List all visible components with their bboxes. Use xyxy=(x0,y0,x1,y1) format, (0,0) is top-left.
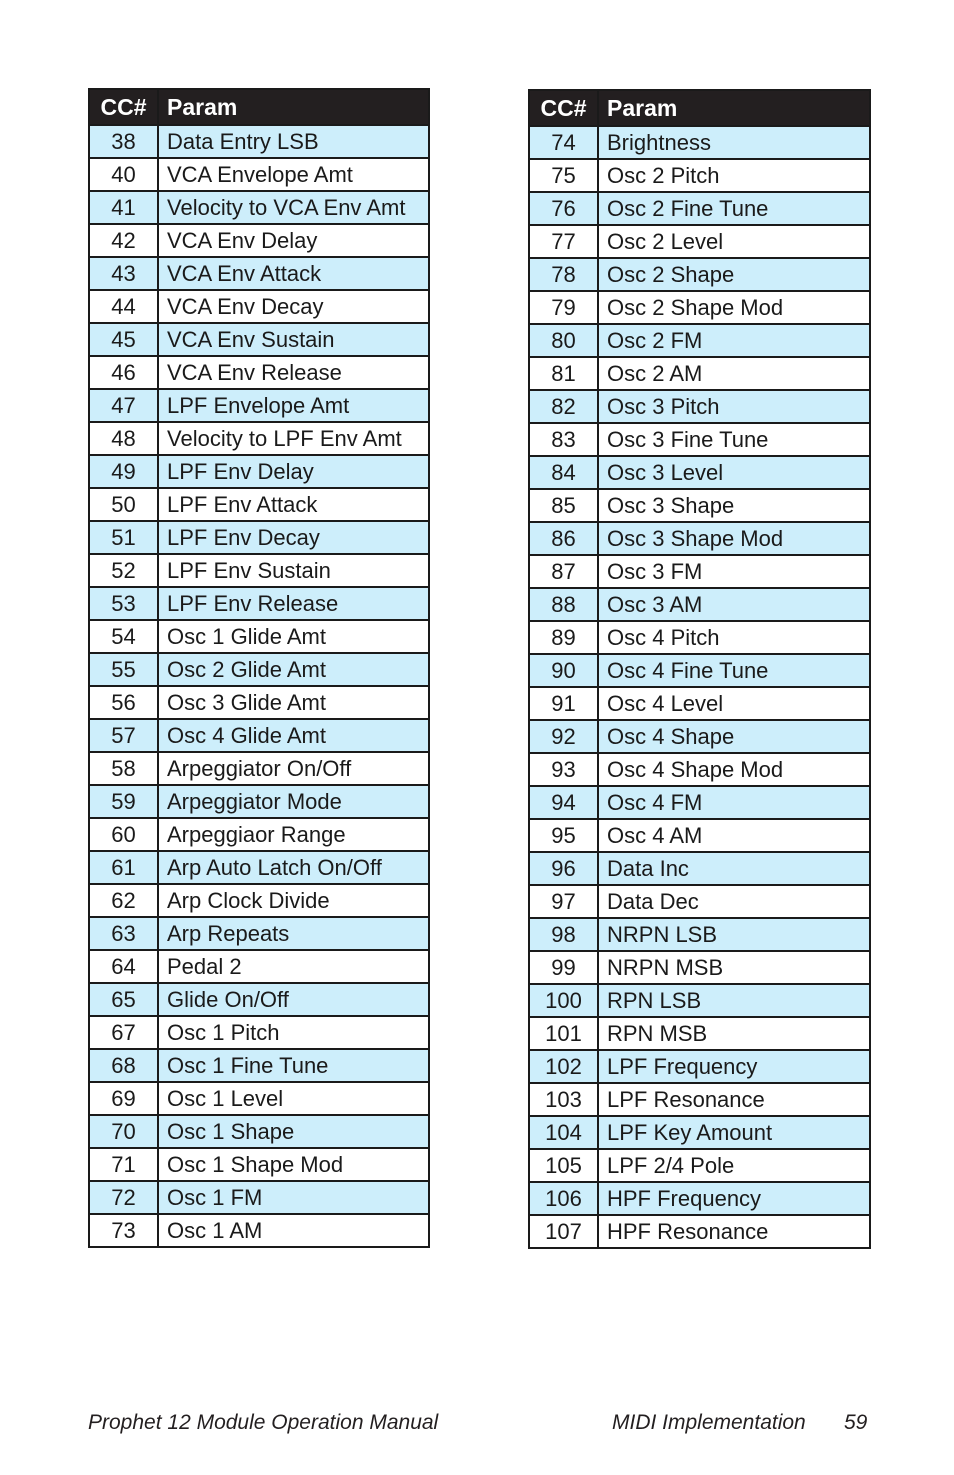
param-name-cell: Brightness xyxy=(598,126,870,159)
table-row xyxy=(89,752,429,785)
table-row xyxy=(529,753,870,786)
param-name-cell: Osc 4 Shape xyxy=(598,720,870,753)
table-row xyxy=(529,951,870,984)
cc-number-cell: 77 xyxy=(529,225,598,258)
param-name-cell: VCA Env Sustain xyxy=(158,323,429,356)
table-row xyxy=(529,456,870,489)
cc-table-left-body xyxy=(89,125,429,1247)
table-row xyxy=(529,258,870,291)
cc-number-cell: 79 xyxy=(529,291,598,324)
section-title: MIDI Implementation xyxy=(612,1411,806,1434)
param-name-cell: Osc 1 Glide Amt xyxy=(158,620,429,653)
param-name-cell: HPF Resonance xyxy=(598,1215,870,1248)
table-row xyxy=(529,1149,870,1182)
param-name-cell: Osc 4 Shape Mod xyxy=(598,753,870,786)
param-name-cell: Osc 1 FM xyxy=(158,1181,429,1214)
param-name-cell: Osc 2 FM xyxy=(598,324,870,357)
table-row xyxy=(529,126,870,159)
param-name-cell: RPN MSB xyxy=(598,1017,870,1050)
table-row xyxy=(89,587,429,620)
table-row xyxy=(529,522,870,555)
param-name-cell: LPF Env Decay xyxy=(158,521,429,554)
param-name-cell: Osc 2 Pitch xyxy=(598,159,870,192)
table-row xyxy=(89,422,429,455)
cc-number-cell: 81 xyxy=(529,357,598,390)
cc-number-cell: 97 xyxy=(529,885,598,918)
table-row xyxy=(529,159,870,192)
param-name-cell: Osc 2 Glide Amt xyxy=(158,653,429,686)
table-row xyxy=(529,1182,870,1215)
table-row xyxy=(89,884,429,917)
param-name-cell: Osc 3 FM xyxy=(598,555,870,588)
cc-number-cell: 103 xyxy=(529,1083,598,1116)
cc-number-cell: 69 xyxy=(89,1082,158,1115)
param-name-cell: VCA Env Attack xyxy=(158,257,429,290)
table-header-row xyxy=(89,89,429,125)
param-name-cell: Velocity to LPF Env Amt xyxy=(158,422,429,455)
cc-number-cell: 105 xyxy=(529,1149,598,1182)
table-row xyxy=(89,1016,429,1049)
cc-number-cell: 53 xyxy=(89,587,158,620)
header-cc: CC# xyxy=(89,89,158,125)
table-row xyxy=(89,455,429,488)
cc-number-cell: 94 xyxy=(529,786,598,819)
cc-number-cell: 85 xyxy=(529,489,598,522)
cc-number-cell: 61 xyxy=(89,851,158,884)
param-name-cell: Osc 2 Level xyxy=(598,225,870,258)
param-name-cell: Osc 4 FM xyxy=(598,786,870,819)
cc-number-cell: 45 xyxy=(89,323,158,356)
table-row xyxy=(529,720,870,753)
table-row xyxy=(529,654,870,687)
table-row xyxy=(89,785,429,818)
param-name-cell: Glide On/Off xyxy=(158,983,429,1016)
param-name-cell: Osc 2 Fine Tune xyxy=(598,192,870,225)
cc-number-cell: 65 xyxy=(89,983,158,1016)
cc-number-cell: 70 xyxy=(89,1115,158,1148)
table-row xyxy=(529,1050,870,1083)
param-name-cell: LPF Env Delay xyxy=(158,455,429,488)
table-row xyxy=(529,1215,870,1248)
table-row xyxy=(89,620,429,653)
param-name-cell: LPF Env Sustain xyxy=(158,554,429,587)
table-row xyxy=(89,950,429,983)
table-row xyxy=(529,291,870,324)
cc-number-cell: 60 xyxy=(89,818,158,851)
table-row xyxy=(529,786,870,819)
param-name-cell: Arp Repeats xyxy=(158,917,429,950)
param-name-cell: Osc 4 Fine Tune xyxy=(598,654,870,687)
cc-number-cell: 99 xyxy=(529,951,598,984)
param-name-cell: HPF Frequency xyxy=(598,1182,870,1215)
param-name-cell: NRPN LSB xyxy=(598,918,870,951)
table-row xyxy=(89,653,429,686)
table-row xyxy=(529,324,870,357)
param-name-cell: Osc 4 Level xyxy=(598,687,870,720)
cc-number-cell: 48 xyxy=(89,422,158,455)
cc-table-left xyxy=(88,88,430,1248)
cc-number-cell: 100 xyxy=(529,984,598,1017)
cc-number-cell: 43 xyxy=(89,257,158,290)
param-name-cell: LPF Env Attack xyxy=(158,488,429,521)
table-row xyxy=(89,917,429,950)
table-row xyxy=(529,984,870,1017)
cc-table-right-body xyxy=(529,126,870,1248)
param-name-cell: Osc 2 AM xyxy=(598,357,870,390)
header-param: Param xyxy=(158,89,429,125)
cc-number-cell: 80 xyxy=(529,324,598,357)
cc-number-cell: 47 xyxy=(89,389,158,422)
table-row xyxy=(89,1181,429,1214)
param-name-cell: NRPN MSB xyxy=(598,951,870,984)
header-cc: CC# xyxy=(529,90,598,126)
cc-number-cell: 104 xyxy=(529,1116,598,1149)
param-name-cell: LPF Env Release xyxy=(158,587,429,620)
table-row xyxy=(89,158,429,191)
table-row xyxy=(529,390,870,423)
cc-number-cell: 95 xyxy=(529,819,598,852)
table-row xyxy=(89,521,429,554)
cc-number-cell: 75 xyxy=(529,159,598,192)
table-row xyxy=(89,290,429,323)
param-name-cell: Osc 4 Pitch xyxy=(598,621,870,654)
param-name-cell: Osc 4 AM xyxy=(598,819,870,852)
param-name-cell: Osc 3 AM xyxy=(598,588,870,621)
manual-title: Prophet 12 Module Operation Manual xyxy=(88,1411,439,1434)
cc-number-cell: 98 xyxy=(529,918,598,951)
param-name-cell: Arpeggiaor Range xyxy=(158,818,429,851)
page-number: 59 xyxy=(844,1411,868,1434)
cc-number-cell: 59 xyxy=(89,785,158,818)
param-name-cell: LPF 2/4 Pole xyxy=(598,1149,870,1182)
param-name-cell: Velocity to VCA Env Amt xyxy=(158,191,429,224)
table-row xyxy=(529,918,870,951)
param-name-cell: Osc 3 Pitch xyxy=(598,390,870,423)
param-name-cell: Osc 3 Level xyxy=(598,456,870,489)
table-row xyxy=(529,225,870,258)
param-name-cell: Data Entry LSB xyxy=(158,125,429,158)
table-row xyxy=(529,357,870,390)
cc-number-cell: 74 xyxy=(529,126,598,159)
param-name-cell: Osc 3 Fine Tune xyxy=(598,423,870,456)
table-row xyxy=(89,983,429,1016)
table-row xyxy=(89,356,429,389)
cc-number-cell: 76 xyxy=(529,192,598,225)
table-row xyxy=(89,224,429,257)
cc-number-cell: 90 xyxy=(529,654,598,687)
table-row xyxy=(529,423,870,456)
table-row xyxy=(529,1017,870,1050)
cc-number-cell: 102 xyxy=(529,1050,598,1083)
cc-number-cell: 73 xyxy=(89,1214,158,1247)
table-row xyxy=(89,1082,429,1115)
table-row xyxy=(529,819,870,852)
cc-number-cell: 106 xyxy=(529,1182,598,1215)
cc-number-cell: 93 xyxy=(529,753,598,786)
table-row xyxy=(89,719,429,752)
cc-table-right xyxy=(528,89,871,1249)
table-row xyxy=(529,885,870,918)
param-name-cell: Osc 1 Shape xyxy=(158,1115,429,1148)
param-name-cell: LPF Resonance xyxy=(598,1083,870,1116)
cc-number-cell: 92 xyxy=(529,720,598,753)
table-row xyxy=(529,489,870,522)
param-name-cell: Osc 3 Shape xyxy=(598,489,870,522)
param-name-cell: VCA Env Decay xyxy=(158,290,429,323)
param-name-cell: Arp Auto Latch On/Off xyxy=(158,851,429,884)
cc-number-cell: 54 xyxy=(89,620,158,653)
cc-number-cell: 50 xyxy=(89,488,158,521)
table-row xyxy=(89,686,429,719)
param-name-cell: RPN LSB xyxy=(598,984,870,1017)
param-name-cell: Osc 2 Shape Mod xyxy=(598,291,870,324)
cc-number-cell: 64 xyxy=(89,950,158,983)
param-name-cell: LPF Key Amount xyxy=(598,1116,870,1149)
table-row xyxy=(89,1049,429,1082)
table-row xyxy=(529,192,870,225)
cc-number-cell: 89 xyxy=(529,621,598,654)
table-row xyxy=(89,191,429,224)
param-name-cell: Data Dec xyxy=(598,885,870,918)
cc-number-cell: 62 xyxy=(89,884,158,917)
cc-number-cell: 71 xyxy=(89,1148,158,1181)
param-name-cell: Osc 1 Level xyxy=(158,1082,429,1115)
param-name-cell: Osc 3 Glide Amt xyxy=(158,686,429,719)
param-name-cell: Osc 2 Shape xyxy=(598,258,870,291)
param-name-cell: Data Inc xyxy=(598,852,870,885)
cc-number-cell: 49 xyxy=(89,455,158,488)
param-name-cell: LPF Envelope Amt xyxy=(158,389,429,422)
param-name-cell: Osc 3 Shape Mod xyxy=(598,522,870,555)
table-row xyxy=(89,257,429,290)
header-param: Param xyxy=(598,90,870,126)
param-name-cell: Osc 1 Shape Mod xyxy=(158,1148,429,1181)
cc-number-cell: 58 xyxy=(89,752,158,785)
param-name-cell: Osc 1 Pitch xyxy=(158,1016,429,1049)
param-name-cell: Arpeggiator On/Off xyxy=(158,752,429,785)
param-name-cell: Arpeggiator Mode xyxy=(158,785,429,818)
cc-number-cell: 68 xyxy=(89,1049,158,1082)
cc-number-cell: 101 xyxy=(529,1017,598,1050)
table-row xyxy=(89,851,429,884)
table-row xyxy=(529,555,870,588)
cc-number-cell: 40 xyxy=(89,158,158,191)
table-row xyxy=(529,621,870,654)
param-name-cell: LPF Frequency xyxy=(598,1050,870,1083)
cc-number-cell: 57 xyxy=(89,719,158,752)
table-row xyxy=(89,389,429,422)
cc-number-cell: 63 xyxy=(89,917,158,950)
cc-number-cell: 67 xyxy=(89,1016,158,1049)
param-name-cell: Arp Clock Divide xyxy=(158,884,429,917)
table-row xyxy=(89,488,429,521)
table-row xyxy=(89,554,429,587)
table-header-row xyxy=(529,90,870,126)
cc-number-cell: 38 xyxy=(89,125,158,158)
param-name-cell: VCA Envelope Amt xyxy=(158,158,429,191)
table-row xyxy=(529,1083,870,1116)
table-row xyxy=(89,1115,429,1148)
param-name-cell: VCA Env Delay xyxy=(158,224,429,257)
cc-number-cell: 91 xyxy=(529,687,598,720)
cc-number-cell: 87 xyxy=(529,555,598,588)
param-name-cell: VCA Env Release xyxy=(158,356,429,389)
param-name-cell: Osc 1 AM xyxy=(158,1214,429,1247)
cc-number-cell: 52 xyxy=(89,554,158,587)
cc-number-cell: 83 xyxy=(529,423,598,456)
param-name-cell: Osc 1 Fine Tune xyxy=(158,1049,429,1082)
cc-number-cell: 78 xyxy=(529,258,598,291)
cc-number-cell: 84 xyxy=(529,456,598,489)
cc-number-cell: 86 xyxy=(529,522,598,555)
cc-number-cell: 72 xyxy=(89,1181,158,1214)
cc-number-cell: 96 xyxy=(529,852,598,885)
table-row xyxy=(89,1148,429,1181)
param-name-cell: Osc 4 Glide Amt xyxy=(158,719,429,752)
cc-number-cell: 41 xyxy=(89,191,158,224)
table-row xyxy=(89,1214,429,1247)
cc-number-cell: 56 xyxy=(89,686,158,719)
cc-number-cell: 82 xyxy=(529,390,598,423)
cc-number-cell: 42 xyxy=(89,224,158,257)
table-row xyxy=(529,852,870,885)
table-row xyxy=(89,125,429,158)
cc-number-cell: 46 xyxy=(89,356,158,389)
table-row xyxy=(529,687,870,720)
table-row xyxy=(529,1116,870,1149)
cc-number-cell: 55 xyxy=(89,653,158,686)
table-row xyxy=(529,588,870,621)
param-name-cell: Pedal 2 xyxy=(158,950,429,983)
cc-number-cell: 107 xyxy=(529,1215,598,1248)
cc-number-cell: 88 xyxy=(529,588,598,621)
cc-number-cell: 44 xyxy=(89,290,158,323)
table-row xyxy=(89,323,429,356)
table-row xyxy=(89,818,429,851)
cc-number-cell: 51 xyxy=(89,521,158,554)
